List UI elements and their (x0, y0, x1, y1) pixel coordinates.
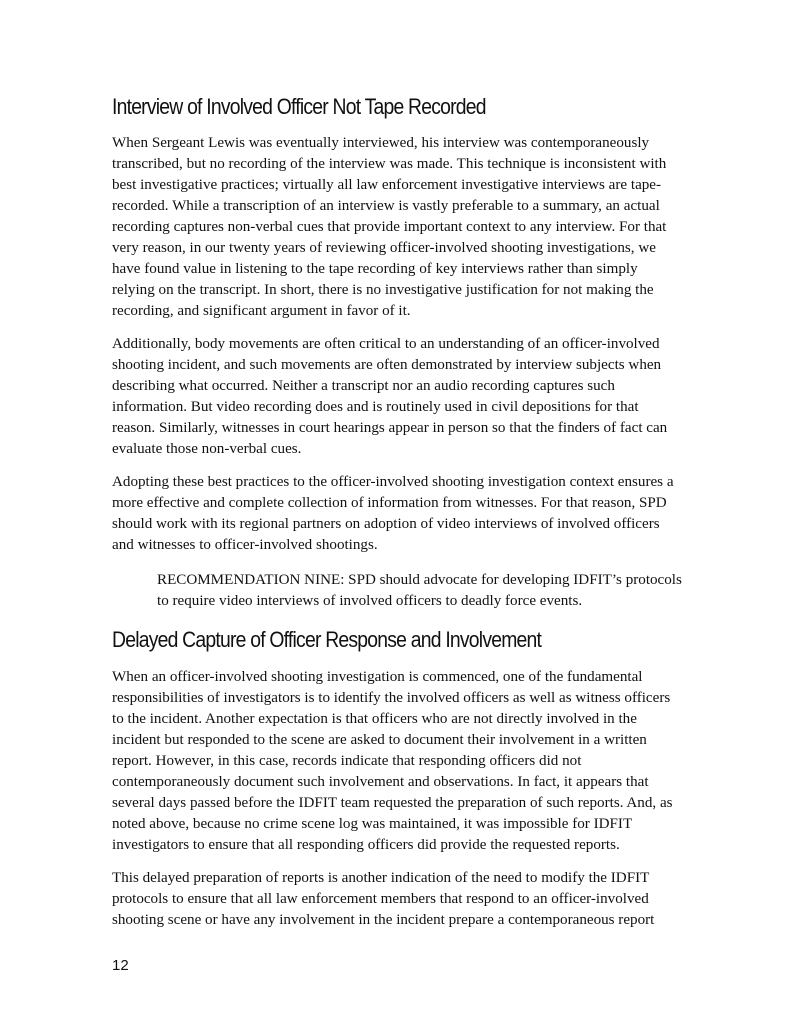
paragraph: When Sergeant Lewis was eventually interviewed, his interview was contemporaneously transcribed, but no recording of the interview was made. This technique is inconsistent with best investigative practices; virtually all law enforcement investigative interviews are tape-recorded. While a transcription of an interview is vastly preferable to a summary, an actual recording captures non-verbal cues that provide important context to any interview. For that very reason, in our twenty years of reviewing officer-involved shooting investigations, we have found value in listening to the tape recording of key interviews rather than simply relying on the transcript. In short, there is no investigative justification for not making the recording, and significant argument in favor of it. (112, 135, 667, 319)
paragraph: Adopting these best practices to the officer-involved shooting investigation context ensures a more effective and complete collection of information from witnesses. For that reason, SPD should work with its regional partners on adoption of video interviews of involved officers and witnesses to officer-involved shootings. (112, 474, 674, 553)
recommendation-nine: RECOMMENDATION NINE: SPD should advocate for developing IDFIT’s protocols to require video interviews of involved officers to deadly force events. (157, 572, 682, 609)
paragraph: Additionally, body movements are often critical to an understanding of an officer-involved shooting incident, and such movements are often demonstrated by interview subjects when describing what occurred. Neither a transcript nor an audio recording captures such information. But video recording does and is routinely used in civil depositions for that reason. Similarly, witnesses in court hearings appear in person so that the finders of fact can evaluate those non-verbal cues. (112, 336, 668, 457)
paragraph: This delayed preparation of reports is another indication of the need to modify the IDFIT protocols to ensure that all law enforcement members that respond to an officer-involved shooting scene or have any involvement in the incident prepare a contemporaneous report (112, 870, 655, 928)
paragraph: When an officer-involved shooting investigation is commenced, one of the fundamental responsibilities of investigators is to identify the involved officers as well as witness officers to the incident. Another expectation is that officers who are not directly involved in the incident but responded to the scene are asked to document their involvement in a written report. However, in this case, records indicate that responding officers did not contemporaneously document such involvement and observations. In fact, it appears that several days passed before the IDFIT team requested the preparation of such reports. And, as noted above, because no crime scene log was maintained, it was impossible for IDFIT investigators to ensure that all responding officers did provide the requested reports. (112, 669, 673, 853)
page-number: 12 (112, 957, 129, 974)
page-content (112, 93, 684, 943)
section-heading-delayed-capture: Delayed Capture of Officer Response and Involvement (112, 627, 542, 652)
section-heading-interview-not-recorded: Interview of Involved Officer Not Tape Recorded (112, 94, 486, 119)
